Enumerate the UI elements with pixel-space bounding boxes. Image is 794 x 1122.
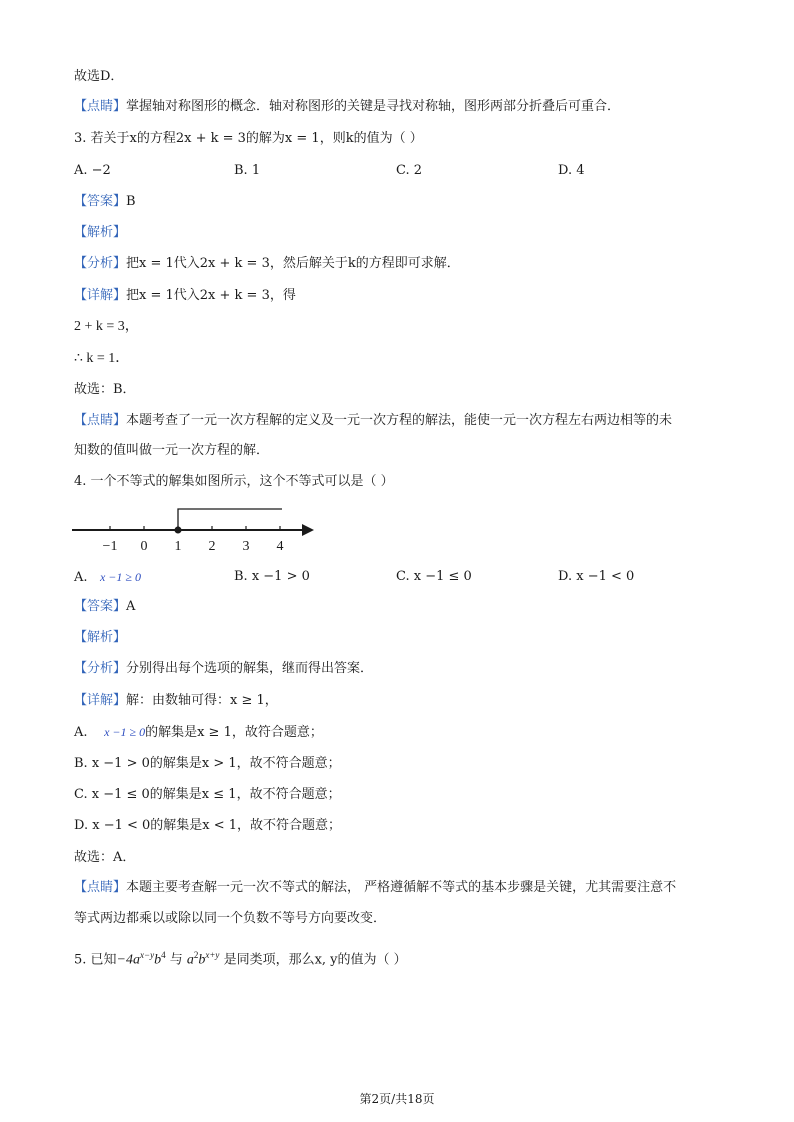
comment-tag: 【点睛】 — [74, 99, 127, 114]
q4-option-b: B. x −1 > 0 — [234, 569, 310, 584]
q4-option-d: D. x −1 < 0 — [558, 569, 635, 584]
analysis-text: 分别得出每个选项的解集，继而得出答案． — [126, 661, 374, 676]
q5-connector: 与 — [169, 952, 183, 968]
number-line-tick-label: −1 — [102, 539, 118, 554]
analysis-sub-tag: 【分析】 — [74, 256, 127, 271]
comment-q2 — [74, 98, 620, 116]
reason-option-d: D. x −1 < 0的解集是x < 1，故不符合题意； — [74, 818, 342, 833]
analysis-tag: 【解析】 — [74, 630, 127, 645]
analysis-text: 把x = 1代入2x + k = 3，然后解关于k的方程即可求解． — [126, 256, 460, 271]
q5-term-4: b — [198, 952, 206, 968]
q5-exp-4: x+y — [205, 950, 220, 960]
q4-option-a — [74, 568, 141, 587]
comment-text: 掌握轴对称图形的概念．轴对称图形的关键是寻找对称轴，图形两部分折叠后可重合． — [126, 99, 621, 114]
conclusion-q3: 故选：B． — [74, 382, 136, 397]
q5-exp-2: 4 — [161, 950, 166, 960]
solution-bracket — [178, 509, 282, 530]
number-line-tick-label: 3 — [242, 539, 250, 554]
comment-q4-line2: 等式两边都乘以或除以同一个负数不等号方向要改变． — [74, 911, 387, 926]
number-line-tick-label: 2 — [208, 539, 216, 554]
question-5 — [74, 946, 407, 969]
equation-step-1: 2 + k = 3， — [74, 319, 139, 334]
q5-exp-1: x−y — [140, 950, 155, 960]
answer-tag: 【答案】 — [74, 599, 127, 614]
reason-option-a — [74, 723, 323, 742]
q3-option-b: B. 1 — [234, 163, 261, 178]
comment-q3-line1 — [74, 412, 672, 430]
answer-q4 — [74, 598, 135, 616]
page-footer: 第2页/共18页 — [359, 1092, 435, 1106]
q5-prefix: 5. 已知 — [74, 952, 117, 968]
q4-option-c: C. x −1 ≤ 0 — [396, 569, 472, 584]
reason-option-b: B. x −1 > 0的解集是x > 1，故不符合题意； — [74, 756, 341, 771]
number-line-tick-label: 4 — [276, 539, 284, 554]
solution-endpoint — [175, 527, 182, 534]
conclusion-q4: 故选：A． — [74, 850, 136, 865]
analysis-heading-q3 — [74, 224, 126, 242]
number-line-figure — [70, 498, 320, 556]
detail-q3 — [74, 287, 296, 305]
reason-a-text: 的解集是x ≥ 1，故符合题意； — [145, 725, 323, 740]
q5-term-1: −4a — [116, 952, 140, 968]
q5-term-2: b — [154, 952, 162, 968]
q3-option-a: A. −2 — [74, 163, 111, 178]
question-3: 3. 若关于x的方程2x + k = 3的解为x = 1，则k的值为（ ） — [74, 131, 423, 146]
reason-option-c: C. x −1 ≤ 0的解集是x ≤ 1，故不符合题意； — [74, 787, 341, 802]
number-line-tick-label: 1 — [174, 539, 182, 554]
q3-option-c: C. 2 — [396, 163, 423, 178]
option-a-math: x −1 ≥ 0 — [99, 570, 141, 584]
comment-q3-line2: 知数的值叫做一元一次方程的解． — [74, 443, 270, 458]
q5-suffix: 是同类项，那么x, y的值为（ ） — [223, 952, 407, 968]
question-4: 4. 一个不等式的解集如图所示，这个不等式可以是（ ） — [74, 474, 394, 489]
answer-value: A — [126, 599, 136, 614]
analysis-q4 — [74, 660, 373, 678]
conclusion-q2: 故选D． — [74, 69, 124, 84]
reason-a-math: x −1 ≥ 0 — [104, 725, 146, 739]
number-line-arrow — [302, 524, 314, 536]
analysis-q3 — [74, 255, 460, 273]
comment-q4-line1 — [74, 879, 676, 897]
q5-exp-3: 2 — [193, 950, 199, 960]
detail-text: 解：由数轴可得：x ≥ 1， — [126, 693, 278, 708]
comment-tag: 【点睛】 — [74, 880, 127, 895]
detail-q4 — [74, 692, 278, 710]
answer-tag: 【答案】 — [74, 194, 127, 209]
answer-value: B — [126, 194, 136, 209]
detail-text: 把x = 1代入2x + k = 3，得 — [126, 288, 296, 303]
analysis-heading-q4 — [74, 629, 126, 647]
comment-text: 本题主要考查解一元一次不等式的解法， 严格遵循解不等式的基本步骤是关键，尤其需要注意不 — [126, 880, 677, 895]
equation-step-2: ∴ k = 1． — [74, 351, 130, 366]
q3-option-d: D. 4 — [558, 163, 585, 178]
option-a-label: A. — [74, 570, 88, 585]
answer-q3 — [74, 193, 136, 211]
number-line-tick-label: 0 — [140, 539, 148, 554]
detail-tag: 【详解】 — [74, 693, 127, 708]
analysis-tag: 【解析】 — [74, 225, 127, 240]
comment-text: 本题考查了一元一次方程解的定义及一元一次方程的解法，能使一元一次方程左右两边相等的未 — [126, 413, 673, 428]
q5-term-3: a — [186, 952, 194, 968]
reason-a-label: A. — [74, 725, 88, 740]
analysis-sub-tag: 【分析】 — [74, 661, 127, 676]
comment-tag: 【点睛】 — [74, 413, 127, 428]
detail-tag: 【详解】 — [74, 288, 127, 303]
